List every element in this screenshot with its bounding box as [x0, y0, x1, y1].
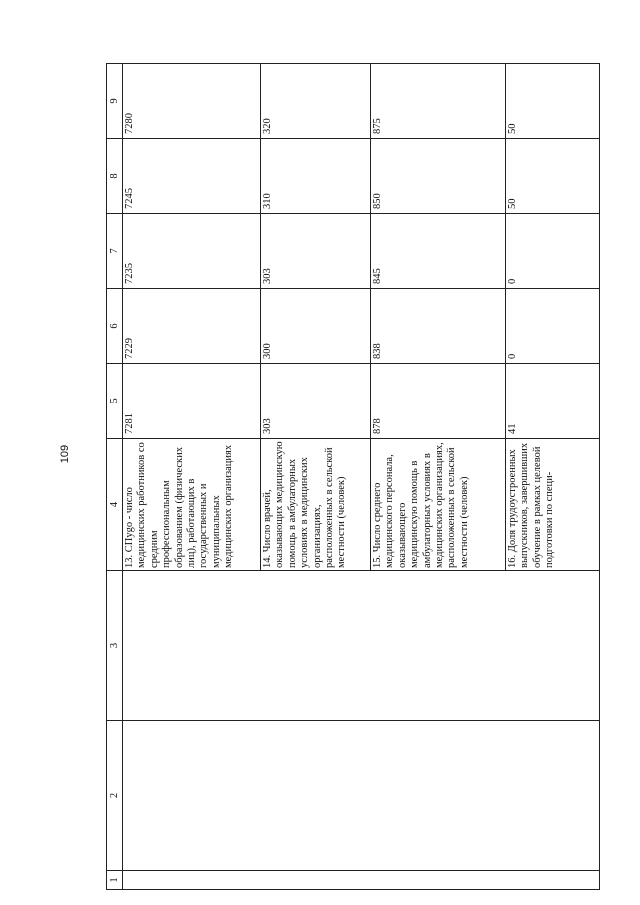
cell-empty	[123, 721, 600, 871]
value-cell: 850	[371, 139, 506, 214]
column-number: 3	[107, 571, 123, 721]
column-number: 9	[107, 64, 123, 139]
data-table	[106, 64, 598, 890]
value-cell: 41	[506, 364, 600, 439]
value-cell: 50	[506, 139, 600, 214]
value-cell: 838	[371, 289, 506, 364]
cell-empty	[123, 871, 600, 890]
value-cell: 7281	[123, 364, 261, 439]
value-cell: 0	[506, 214, 600, 289]
column-number: 4	[107, 439, 123, 571]
value-cell: 875	[371, 64, 506, 139]
value-cell: 320	[261, 64, 371, 139]
value-cell: 300	[261, 289, 371, 364]
value-cell: 7245	[123, 139, 261, 214]
value-cell: 0	[506, 289, 600, 364]
value-cell: 7280	[123, 64, 261, 139]
value-cell: 7229	[123, 289, 261, 364]
indicator-cell: 14. Число врачей, оказывающих медицинскую помощь в амбулаторных условиях в медицинских организациях, расположенных в сельской местности (человек)	[261, 439, 371, 571]
column-number: 2	[107, 721, 123, 871]
page-number: 109	[59, 444, 71, 464]
value-cell: 845	[371, 214, 506, 289]
indicator-cell: 15. Число среднего медицинского персонала, оказывающего медицинскую помощь в амбулаторных условиях в медицинских организациях, расположенных в сельской местности (человек)	[371, 439, 506, 571]
value-cell: 7235	[123, 214, 261, 289]
value-cell: 310	[261, 139, 371, 214]
value-cell: 878	[371, 364, 506, 439]
value-cell: 50	[506, 64, 600, 139]
cell-empty	[123, 571, 600, 721]
value-cell: 303	[261, 214, 371, 289]
column-number: 6	[107, 289, 123, 364]
column-number: 7	[107, 214, 123, 289]
column-number: 1	[107, 871, 123, 890]
table-row	[123, 64, 261, 890]
table-header-row	[107, 64, 123, 890]
value-cell: 303	[261, 364, 371, 439]
indicator-cell: 13. СПуgo - число медицинских работников со средним профессиональным образованием (физических лиц), работающих в государственных и муниципальных медицинских организациях	[123, 439, 261, 571]
column-number: 8	[107, 139, 123, 214]
indicator-cell: 16. Доля трудоустроенных выпускников, завершивших обучение в рамках целевой подготовки по специ-	[506, 439, 600, 571]
column-number: 5	[107, 364, 123, 439]
